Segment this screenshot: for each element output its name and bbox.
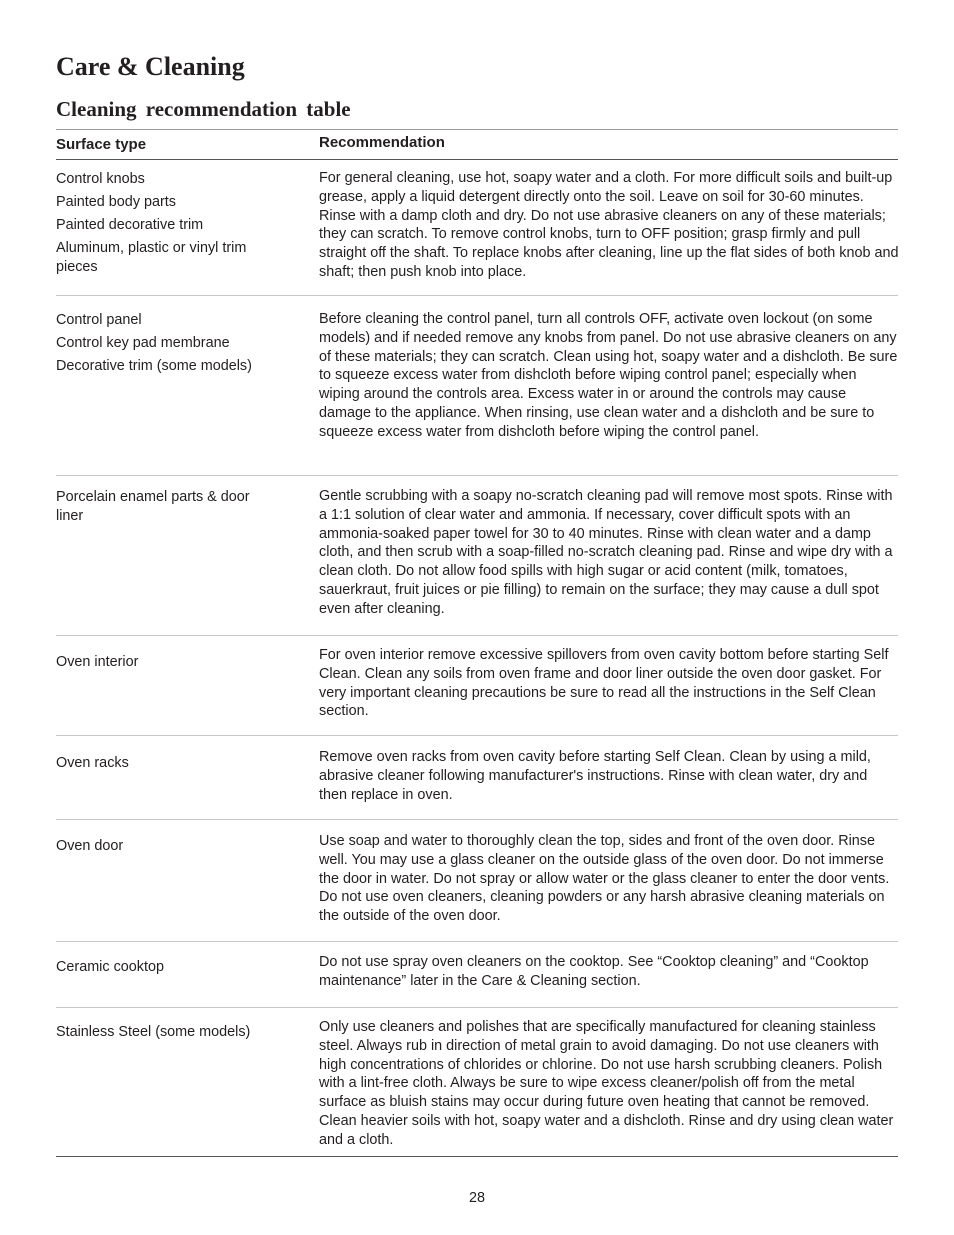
recommendation-text: Gentle scrubbing with a soapy no-scratch cleaning pad will remove most spots. Rinse with a 1:1 solution of clear water and ammonia. If necessary, cover difficult spots with an ammonia-soaked paper towel for 30 to 40 minutes. Rinse with clean water and a damp cloth, and then scrub with a soap-filled no-scratch cleaning pad. Rinse and wipe dry with a clean cloth. Do not allow food spills with high sugar or acid content (milk, tomatoes, sauerkraut, fruit juices or pie filling) to remain on the surface; they may cause a dull spot even after cleaning. — [319, 488, 893, 617]
surface-type: Decorative trim (some models) — [56, 358, 252, 374]
recommendation-text: Use soap and water to thoroughly clean the top, sides and front of the oven door. Rinse well. You may use a glass cleaner on the outside glass of the oven door. Do not immerse the door in water. Do not spray or allow water or the glass cleaner to enter the door vents. Do not use oven cleaners, cleaning powders or any harsh abrasive cleaning materials on the outside of the oven door. — [319, 833, 890, 925]
column-header-recommendation: Recommendation — [319, 134, 445, 151]
recommendation-text: Before cleaning the control panel, turn all controls OFF, activate oven lockout (on some models) and if needed remove any knobs from panel. Do not use abrasive cleaners on any of these materials; they can scratch. Clean using hot, soapy water and a dishcloth. Be sure to squeeze excess water from dishcloth before wiping control panel; especially when wiping around the controls area. Excess water in or around the controls may cause damage to the appliance. When rinsing, use clean water and a dishcloth and be sure to squeeze excess water from dishcloth before wiping the control panel. — [319, 311, 898, 440]
recommendation-text: For general cleaning, use hot, soapy water and a cloth. For more difficult soils and built-up grease, apply a liquid detergent directly onto the soil. Leave on soil for 30-60 minutes. Rinse with a damp cloth and dry. Do not use abrasive cleaners on any of these materials; they can scratch. To remove control knobs, turn to OFF position; grasp firmly and pull straight off the shaft. To replace knobs after cleaning, line up the flat sides of both knob and shaft; then push knob into place. — [319, 170, 899, 280]
surface-type: Oven door — [56, 838, 124, 854]
recommendation-text: Only use cleaners and polishes that are specifically manufactured for cleaning stainless steel. Always rub in direction of metal grain to avoid damaging. Do not use cleaners with high concentrations of chlorides or chlorine. Do not use harsh scrubbing cleaners. Polish with a lint-free cloth. Always be sure to wipe excess cleaner/polish off from the metal surface as bluish stains may occur during future oven heating that cannot be removed. Clean heavier soils with hot, soapy water and a dishcloth. Rinse and dry using clean water and a cloth. — [319, 1019, 894, 1148]
surface-type: Oven racks — [56, 755, 129, 771]
table-row — [56, 636, 898, 736]
surface-type: Painted decorative trim — [56, 217, 204, 233]
surface-type: Control knobs — [56, 171, 145, 187]
surface-type: Control key pad membrane — [56, 335, 230, 351]
surface-type: Porcelain enamel parts & door liner — [56, 489, 250, 524]
surface-type-list — [56, 488, 278, 530]
surface-type: Ceramic cooktop — [56, 959, 164, 975]
surface-type: Stainless Steel (some models) — [56, 1024, 251, 1040]
surface-type-list — [56, 653, 278, 676]
surface-type: Painted body parts — [56, 194, 177, 210]
table-row — [56, 736, 898, 820]
table-row — [56, 820, 898, 942]
surface-type-list — [56, 837, 278, 860]
recommendation-text: Do not use spray oven cleaners on the cooktop. See “Cooktop cleaning” and “Cooktop maintenance” later in the Care & Cleaning section. — [319, 954, 869, 989]
surface-type: Oven interior — [56, 654, 139, 670]
recommendation-text: For oven interior remove excessive spillovers from oven cavity bottom before starting Self Clean. Clean any soils from oven frame and door liner outside the oven door gasket. For very important cleaning precautions be sure to read all the instructions in the Self Clean section. — [319, 647, 889, 720]
surface-type-list — [56, 958, 278, 981]
page-number: 28 — [468, 1190, 485, 1206]
section-title: Cleaning recommendation table — [56, 97, 351, 121]
surface-type-list — [56, 1023, 278, 1046]
table-row — [56, 296, 898, 476]
surface-type-list — [56, 311, 278, 380]
table-row — [56, 476, 898, 636]
table-top-rule — [56, 129, 898, 130]
table-row — [56, 1008, 898, 1157]
page-title: Care & Cleaning — [56, 52, 245, 81]
table-row — [56, 942, 898, 1008]
surface-type-list — [56, 754, 278, 777]
recommendation-text: Remove oven racks from oven cavity before starting Self Clean. Clean by using a mild, abrasive cleaner following manufacturer's instructions. Rinse with clean water, dry and then replace in oven. — [319, 749, 871, 803]
surface-type: Control panel — [56, 312, 142, 328]
surface-type-list — [56, 170, 278, 281]
column-header-surface-type: Surface type — [56, 136, 147, 153]
table-row — [56, 160, 898, 296]
surface-type: Aluminum, plastic or vinyl trim pieces — [56, 240, 247, 275]
